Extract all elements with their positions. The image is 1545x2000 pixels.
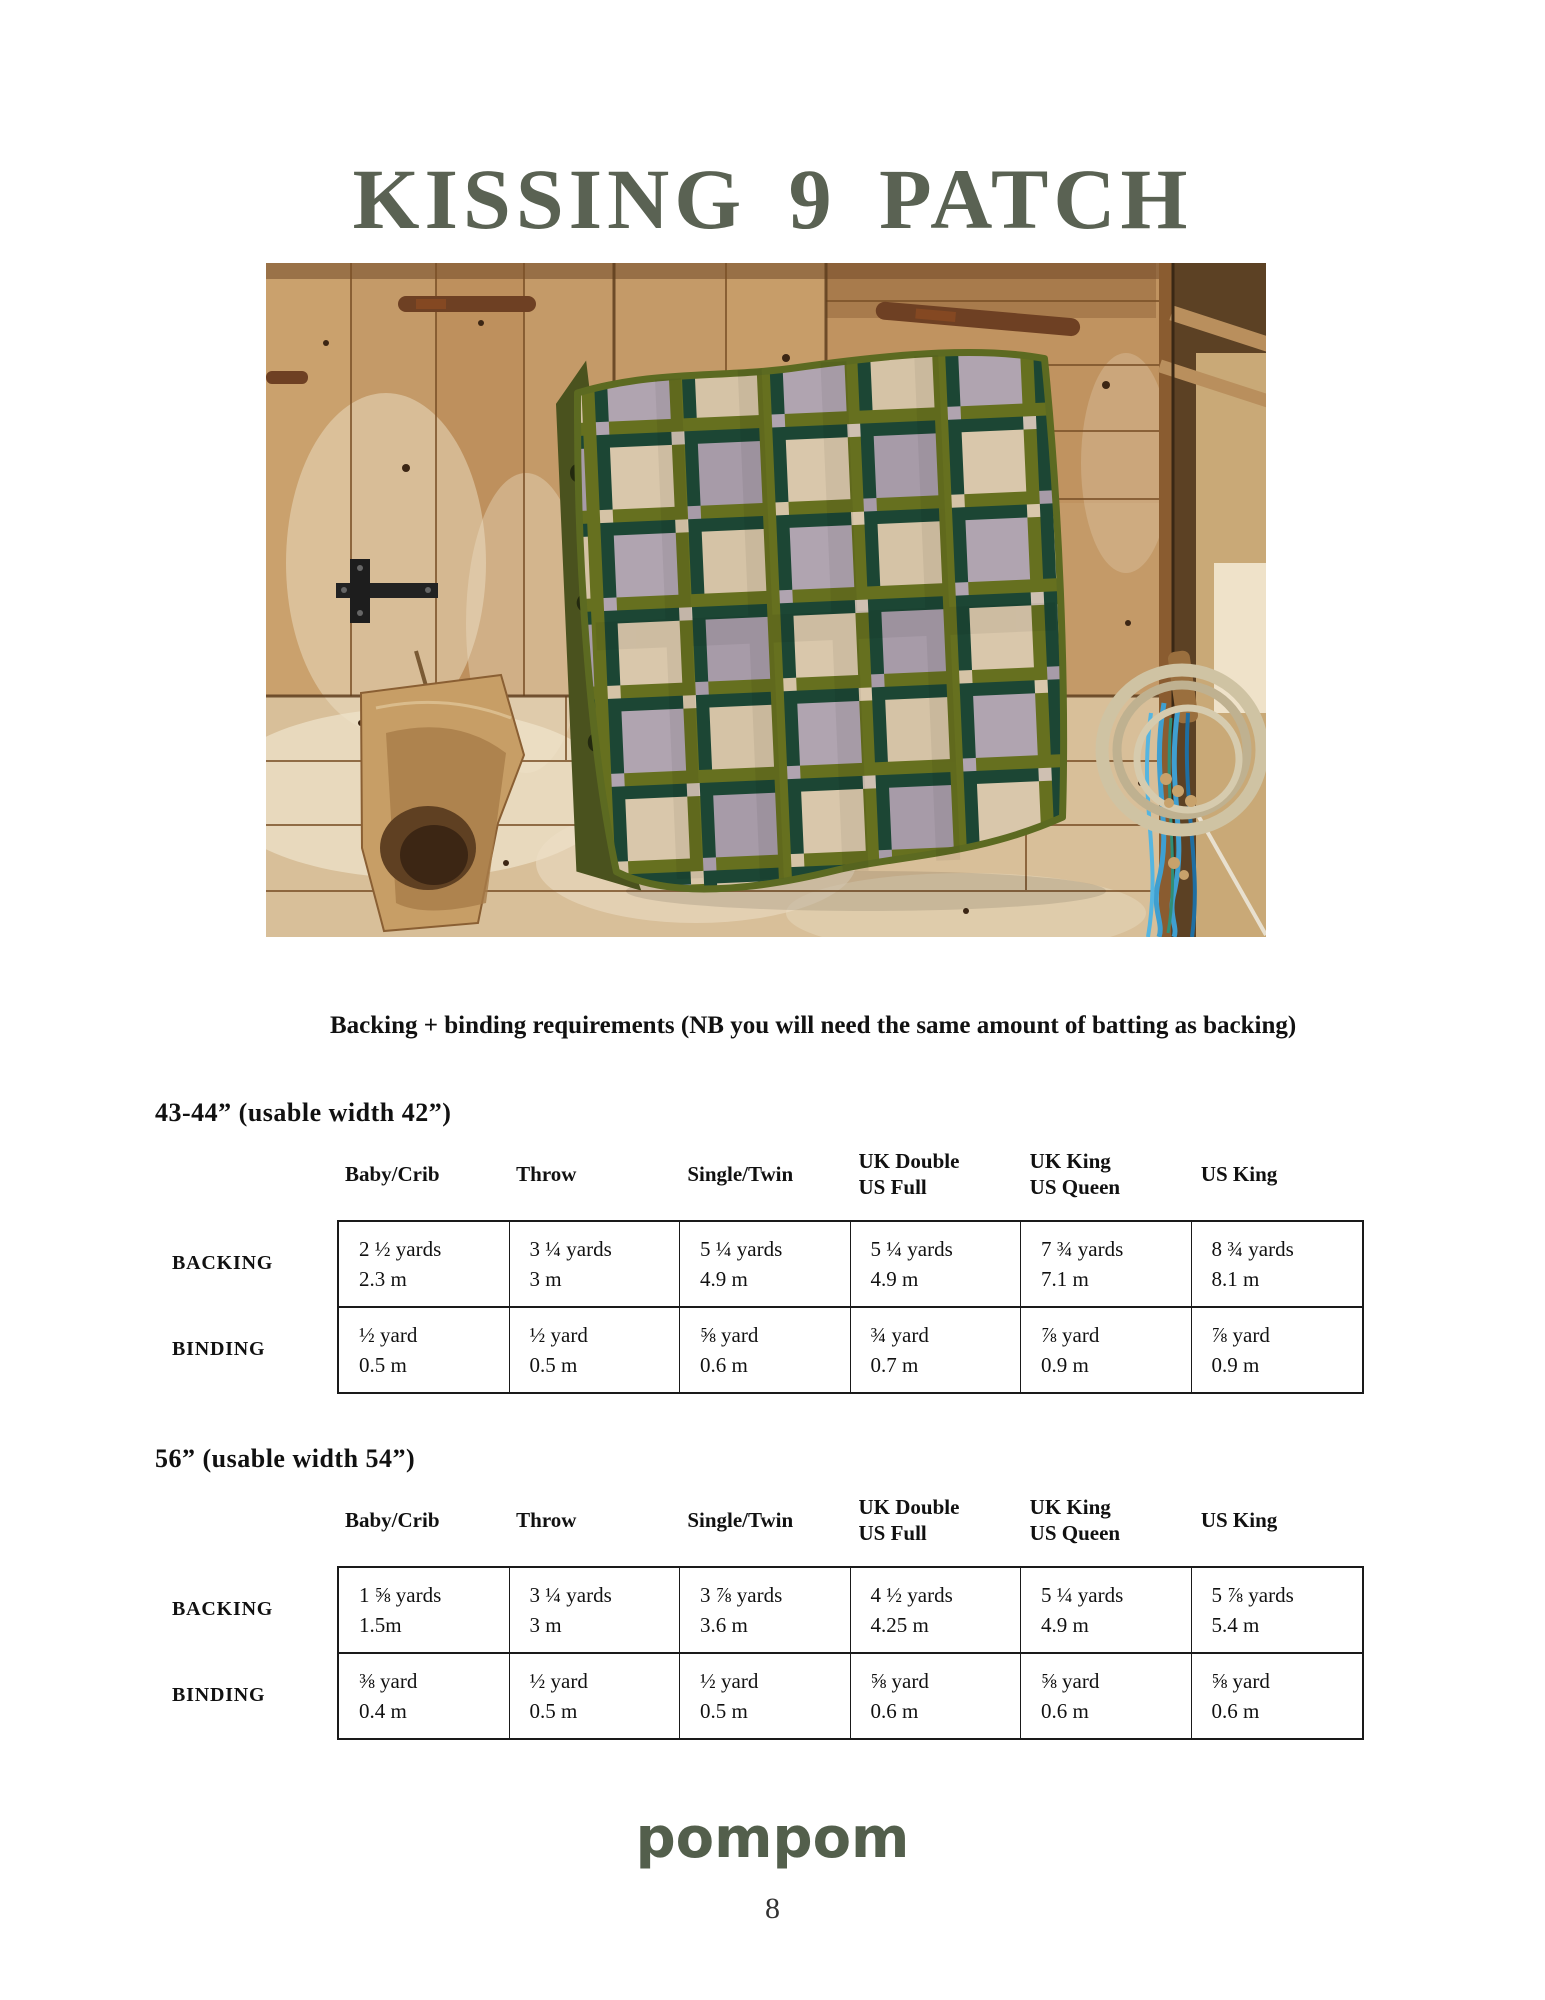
column-header-row — [337, 1490, 1364, 1550]
doorway — [1153, 263, 1266, 937]
section-heading: 43-44” (usable width 42”) — [155, 1098, 452, 1127]
table-box — [337, 1566, 1364, 1740]
table-cell: 3 ¼ yards 3 m — [510, 1568, 681, 1654]
table-cell: ⅜ yard 0.4 m — [339, 1654, 510, 1738]
requirements-table-56 — [140, 1443, 1364, 1740]
column-header: Single/Twin — [687, 1162, 794, 1187]
table-cell: ⅞ yard 0.9 m — [1211, 1322, 1270, 1378]
row-label-binding: BINDING — [172, 1337, 266, 1360]
table-cell: ⅝ yard 0.6 m — [680, 1308, 851, 1392]
table-cell: 5 ⅞ yards 5.4 m — [1192, 1568, 1363, 1654]
quilt-photo-illustration — [266, 263, 1266, 937]
table-cell: 7 ¾ yards 7.1 m — [1021, 1222, 1192, 1308]
requirements-table-43-44 — [140, 1097, 1364, 1394]
table-cell: ⅞ yard 0.9 m — [1021, 1308, 1192, 1392]
column-header: US King — [1200, 1162, 1278, 1187]
column-header: Throw — [516, 1162, 577, 1187]
table-cell: 1 ⅝ yards 1.5m — [339, 1568, 510, 1654]
table-cell: 8 ¾ yards 8.1 m — [1192, 1222, 1363, 1308]
table-cell: ⅝ yard 0.6 m — [851, 1654, 1022, 1738]
page-number: 8 — [765, 1892, 780, 1925]
table-cell: ½ yard 0.5 m — [680, 1654, 851, 1738]
quilt-photo — [266, 263, 1266, 937]
column-header-row — [337, 1144, 1364, 1204]
column-header: US King — [1200, 1508, 1278, 1533]
table-cell: ½ yard 0.5 m — [510, 1654, 681, 1738]
column-header: Single/Twin — [687, 1508, 794, 1533]
table-cell: 5 ¼ yards 4.9 m — [680, 1222, 851, 1308]
column-header: Baby/Crib — [345, 1162, 440, 1187]
table-cell: ¾ yard 0.7 m — [851, 1308, 1022, 1392]
section-heading: 56” (usable width 54”) — [155, 1444, 416, 1473]
column-header: UK King US Queen — [1029, 1148, 1121, 1200]
table-cell: 5 ¼ yards 4.9 m — [1021, 1568, 1192, 1654]
table-cell: ⅝ yard 0.6 m — [1021, 1654, 1192, 1738]
row-label-binding: BINDING — [172, 1683, 266, 1706]
table-cell: ½ yard 0.5 m — [510, 1308, 681, 1392]
table-cell: 3 ⅞ yards 3.6 m — [680, 1568, 851, 1654]
quilt — [554, 340, 1073, 894]
table-cell: ½ yard 0.5 m — [339, 1308, 510, 1392]
column-header: Throw — [516, 1508, 577, 1533]
row-labels — [140, 1566, 337, 1740]
pompom-logo: pompom — [635, 1806, 910, 1871]
column-header: UK King US Queen — [1029, 1494, 1121, 1546]
row-label-backing: BACKING — [172, 1597, 274, 1620]
table-box — [337, 1220, 1364, 1394]
row-label-backing: BACKING — [172, 1251, 274, 1274]
column-header: UK Double US Full — [858, 1148, 960, 1200]
row-labels — [140, 1220, 337, 1394]
column-header: Baby/Crib — [345, 1508, 440, 1533]
column-header: UK Double US Full — [858, 1494, 960, 1546]
subtitle: Backing + binding requirements (NB you will need the same amount of batting as backing) — [330, 1012, 1297, 1039]
table-cell: ⅝ yard 0.6 m — [1211, 1668, 1270, 1724]
table-cell: 5 ¼ yards 4.9 m — [851, 1222, 1022, 1308]
table-cell: 4 ½ yards 4.25 m — [851, 1568, 1022, 1654]
table-cell: 3 ¼ yards 3 m — [510, 1222, 681, 1308]
page-title: KISSING 9 PATCH — [352, 150, 1193, 247]
table-cell: 2 ½ yards 2.3 m — [339, 1222, 510, 1308]
